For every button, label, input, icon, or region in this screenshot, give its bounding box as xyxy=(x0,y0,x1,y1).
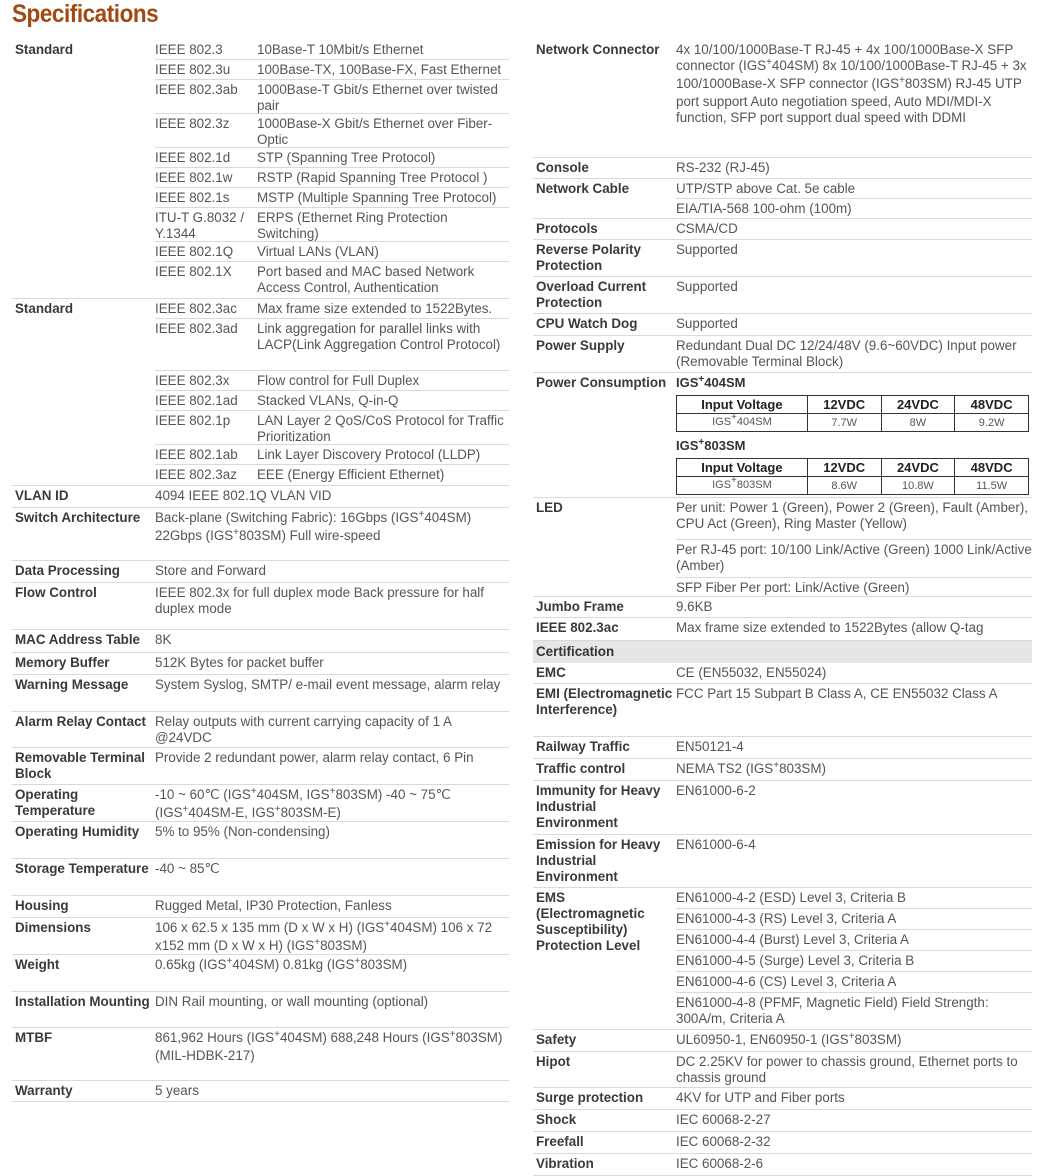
standard-desc: Stacked VLANs, Q-in-Q xyxy=(257,393,399,408)
standard-desc: EEE (Energy Efficient Ethernet) xyxy=(257,467,445,482)
spec-values xyxy=(676,759,1032,780)
spec-values xyxy=(676,1154,1032,1175)
standard-desc: LAN Layer 2 QoS/CoS Protocol for Traffic Prioritization xyxy=(257,413,504,444)
spec-row xyxy=(533,179,1032,219)
spec-values xyxy=(155,748,509,784)
spec-label: Data Processing xyxy=(15,563,120,578)
table-cell: IGS+404SM xyxy=(677,414,808,432)
plus-superscript: + xyxy=(899,75,905,86)
spec-value: CSMA/CD xyxy=(676,221,738,236)
spec-label: IEEE 802.3ac xyxy=(536,620,619,635)
spec-row xyxy=(12,40,509,299)
plus-superscript: + xyxy=(329,786,336,797)
table-header-cell: 12VDC xyxy=(807,396,881,414)
spec-label: Safety xyxy=(536,1032,577,1047)
spec-row xyxy=(12,712,509,748)
spec-row xyxy=(12,822,509,859)
spec-value: IEC 60068-2-27 xyxy=(676,1112,771,1127)
spec-row xyxy=(533,684,1032,737)
spec-row xyxy=(12,561,509,583)
spec-value: FCC Part 15 Subpart B Class A, CE EN55032 Class A xyxy=(676,686,998,701)
table-cell: 10.8W xyxy=(881,477,955,495)
spec-sub-row xyxy=(155,242,509,262)
spec-values xyxy=(155,822,509,858)
spec-value: 0.65kg (IGS+404SM) 0.81kg (IGS+803SM) xyxy=(155,956,408,972)
spec-values xyxy=(676,1132,1032,1153)
spec-value: Supported xyxy=(676,242,738,257)
standard-desc: 10Base-T 10Mbit/s Ethernet xyxy=(257,42,424,57)
spec-value: Store and Forward xyxy=(155,563,266,578)
table-header-cell: Input Voltage xyxy=(677,459,808,477)
spec-value: Redundant Dual DC 12/24/48V (9.6~60VDC) Input power (Removable Terminal Block) xyxy=(676,338,1017,369)
spec-label: Standard xyxy=(15,42,74,57)
spec-row xyxy=(533,1030,1032,1052)
spec-values xyxy=(676,219,1032,239)
standard-code: IEEE 802.3 xyxy=(155,42,223,57)
spec-value: 512K Bytes for packet buffer xyxy=(155,655,324,670)
spec-values xyxy=(155,992,509,1027)
spec-values xyxy=(155,299,509,485)
spec-value-line: EN61000-4-8 (PFMF, Magnetic Field) Field Strength: 300A/m, Criteria A xyxy=(676,995,989,1026)
spec-value-line: Per RJ-45 port: 10/100 Link/Active (Green) 1000 Link/Active (Amber) xyxy=(676,540,1032,578)
spec-row xyxy=(12,675,509,712)
plus-superscript: + xyxy=(848,1031,855,1042)
spec-label: Storage Temperature xyxy=(15,861,149,876)
spec-row xyxy=(12,486,509,508)
spec-row xyxy=(533,240,1032,277)
spec-values xyxy=(155,675,509,711)
spec-values xyxy=(676,1030,1032,1051)
standard-code: IEEE 802.1ad xyxy=(155,393,238,408)
spec-values xyxy=(676,888,1032,1029)
spec-value-line: EN61000-4-2 (ESD) Level 3, Criteria B xyxy=(676,888,1032,909)
spec-values xyxy=(676,336,1032,372)
spec-values xyxy=(676,835,1032,887)
plus-superscript: + xyxy=(418,509,425,520)
power-consumption-table xyxy=(676,395,1029,432)
spec-value-line: SFP Fiber Per port: Link/Active (Green) xyxy=(676,580,910,595)
spec-sub-row xyxy=(155,465,509,485)
spec-label: Hipot xyxy=(536,1054,571,1069)
spec-values xyxy=(676,240,1032,276)
table-cell: 7.7W xyxy=(807,414,881,432)
spec-value: -40 ~ 85℃ xyxy=(155,861,220,876)
spec-row xyxy=(12,653,509,675)
power-model-title: IGS+803SM xyxy=(676,437,746,453)
plus-superscript: + xyxy=(233,527,240,538)
power-consumption-table xyxy=(676,458,1029,495)
spec-row xyxy=(12,918,509,955)
spec-row xyxy=(533,373,1032,498)
spec-label: MAC Address Table xyxy=(15,632,141,647)
spec-value-line: UTP/STP above Cat. 5e cable xyxy=(676,179,1032,199)
standard-code: IEEE 802.3ad xyxy=(155,321,238,336)
spec-value: CE (EN55032, EN55024) xyxy=(676,665,827,680)
spec-label: Surge protection xyxy=(536,1090,644,1105)
spec-value: 5 years xyxy=(155,1083,199,1098)
table-cell: 11.5W xyxy=(955,477,1029,495)
spec-sub-row xyxy=(155,411,509,445)
spec-row xyxy=(533,618,1032,641)
spec-values xyxy=(155,712,509,747)
spec-row xyxy=(533,277,1032,314)
spec-value: 8K xyxy=(155,632,172,647)
spec-label: Standard xyxy=(15,301,74,316)
spec-value: 5% to 95% (Non-condensing) xyxy=(155,824,330,839)
spec-value-line: EN61000-4-4 (Burst) Level 3, Criteria A xyxy=(676,930,1032,951)
spec-value: DC 2.25KV for power to chassis ground, Ethernet ports to chassis ground xyxy=(676,1054,1018,1085)
spec-row xyxy=(533,1088,1032,1110)
standard-desc: Port based and MAC based Network Access Control, Authentication xyxy=(257,264,475,295)
spec-label: Traffic control xyxy=(536,761,626,776)
spec-label: Dimensions xyxy=(15,920,91,935)
spec-row xyxy=(12,748,509,785)
spec-values xyxy=(155,896,509,917)
spec-value-line: EN61000-4-5 (Surge) Level 3, Criteria B xyxy=(676,951,1032,972)
spec-values xyxy=(676,314,1032,335)
spec-value: 861,962 Hours (IGS+404SM) 688,248 Hours (IGS+803SM) (MIL-HDBK-217) xyxy=(155,1029,503,1063)
spec-row xyxy=(533,888,1032,1030)
standard-code: IEEE 802.3az xyxy=(155,467,237,482)
spec-values xyxy=(155,486,509,507)
spec-values xyxy=(676,684,1032,736)
spec-values xyxy=(155,955,509,991)
standard-code: IEEE 802.1Q xyxy=(155,244,234,259)
spec-row xyxy=(533,1154,1032,1176)
standard-code: IEEE 802.3z xyxy=(155,116,230,131)
standard-code: IEEE 802.3x xyxy=(155,373,230,388)
spec-label: Housing xyxy=(15,898,69,913)
spec-label: Immunity for Heavy Industrial Environment xyxy=(536,783,661,830)
spec-label: Warranty xyxy=(15,1083,73,1098)
table-header-cell: 24VDC xyxy=(881,396,955,414)
plus-superscript: + xyxy=(274,804,281,815)
spec-label: Flow Control xyxy=(15,585,97,600)
spec-row xyxy=(12,992,509,1028)
spec-value: EN61000-6-4 xyxy=(676,837,756,852)
plus-superscript: + xyxy=(731,412,737,423)
spec-value: 4094 IEEE 802.1Q VLAN VID xyxy=(155,488,332,503)
spec-value: Provide 2 redundant power, alarm relay contact, 6 Pin xyxy=(155,750,474,765)
spec-row xyxy=(533,781,1032,835)
spec-sub-row xyxy=(155,262,509,298)
spec-values xyxy=(155,653,509,674)
spec-label: EMI (Electromagnetic Interference) xyxy=(536,686,673,717)
spec-label: Power Consumption xyxy=(536,375,667,390)
standard-code: IEEE 802.1s xyxy=(155,190,230,205)
spec-row xyxy=(533,498,1032,597)
spec-label: Switch Architecture xyxy=(15,510,141,525)
spec-values xyxy=(676,373,1032,497)
spec-values xyxy=(155,1028,509,1080)
spec-label: Network Cable xyxy=(536,181,630,196)
spec-sub-row xyxy=(155,148,509,168)
spec-label: Removable Terminal Block xyxy=(15,750,145,781)
spec-sub-row xyxy=(155,371,509,391)
section-header: Certification xyxy=(533,641,1032,663)
spec-sub-row xyxy=(155,299,509,319)
standard-desc: Virtual LANs (VLAN) xyxy=(257,244,379,259)
standard-desc: Link Layer Discovery Protocol (LLDP) xyxy=(257,447,481,462)
spec-value: IEC 60068-2-32 xyxy=(676,1134,771,1149)
standard-desc: 100Base-TX, 100Base-FX, Fast Ethernet xyxy=(257,62,502,77)
standard-desc: ERPS (Ethernet Ring Protection Switching) xyxy=(257,210,448,241)
standard-desc: MSTP (Multiple Spanning Tree Protocol) xyxy=(257,190,497,205)
spec-values xyxy=(676,663,1032,683)
spec-values xyxy=(155,859,509,895)
spec-row xyxy=(533,314,1032,336)
spec-value: Back-plane (Switching Fabric): 16Gbps (IGS+404SM) 22Gbps (IGS+803SM) Full wire-speed xyxy=(155,509,472,543)
spec-value: 9.6KB xyxy=(676,599,713,614)
spec-value: Supported xyxy=(676,316,738,331)
plus-superscript: + xyxy=(449,1029,456,1040)
spec-value: DIN Rail mounting, or wall mounting (optional) xyxy=(155,994,429,1009)
spec-value-line: EIA/TIA-568 100-ohm (100m) xyxy=(676,200,852,216)
spec-label: EMC xyxy=(536,665,566,680)
standard-code: IEEE 802.1d xyxy=(155,150,231,165)
spec-label: Reverse Polarity Protection xyxy=(536,242,641,273)
spec-values xyxy=(676,597,1032,617)
spec-row xyxy=(12,299,509,486)
spec-sub-row xyxy=(155,80,509,114)
spec-sub-row xyxy=(155,445,509,465)
plus-superscript: + xyxy=(698,374,705,385)
table-header-cell: 12VDC xyxy=(807,459,881,477)
spec-row xyxy=(12,896,509,918)
spec-row xyxy=(12,859,509,896)
spec-label: Warning Message xyxy=(15,677,129,692)
spec-values xyxy=(676,277,1032,313)
spec-values xyxy=(155,918,509,954)
spec-row xyxy=(533,663,1032,684)
spec-row xyxy=(12,1028,509,1081)
spec-row xyxy=(12,583,509,630)
spec-values xyxy=(155,785,509,821)
table-header-cell: 48VDC xyxy=(955,459,1029,477)
standard-desc: 1000Base-X Gbit/s Ethernet over Fiber-Optic xyxy=(257,116,493,147)
standard-desc: RSTP (Rapid Spanning Tree Protocol ) xyxy=(257,170,488,185)
spec-label: MTBF xyxy=(15,1030,53,1045)
spec-label: Railway Traffic xyxy=(536,739,630,754)
spec-value: IEEE 802.3x for full duplex mode Back pressure for half duplex mode xyxy=(155,585,484,616)
table-header-cell: Input Voltage xyxy=(677,396,808,414)
spec-sub-row xyxy=(155,319,509,371)
spec-row xyxy=(12,785,509,822)
spec-label: Memory Buffer xyxy=(15,655,110,670)
spec-values xyxy=(676,1110,1032,1131)
spec-values xyxy=(155,561,509,582)
plus-superscript: + xyxy=(250,786,257,797)
spec-label: Weight xyxy=(15,957,60,972)
standard-code: IEEE 802.1X xyxy=(155,264,232,279)
left-spec-column xyxy=(12,40,509,1102)
spec-values xyxy=(676,158,1032,178)
table-header-cell: 48VDC xyxy=(955,396,1029,414)
spec-value: IEC 60068-2-6 xyxy=(676,1156,764,1171)
standard-code: IEEE 802.1p xyxy=(155,413,231,428)
spec-label: Installation Mounting xyxy=(15,994,150,1009)
spec-label: Operating Temperature xyxy=(15,787,96,818)
spec-values xyxy=(155,583,509,629)
table-cell: 9.2W xyxy=(955,414,1029,432)
spec-value: 106 x 62.5 x 135 mm (D x W x H) (IGS+404SM) 106 x 72 x152 mm (D x W x H) (IGS+803SM) xyxy=(155,919,493,953)
standard-desc: 1000Base-T Gbit/s Ethernet over twisted pair xyxy=(257,82,498,113)
spec-value: 4x 10/100/1000Base-T RJ-45 + 4x 100/1000Base-X SFP connector (IGS+404SM) 8x 10/100/1000Base-T RJ-45 + 3x 100/1000Base-X SFP connector (IGS+803SM) RJ-45 UTP port support Auto negotiation speed, Auto MDI/MDI-X function, SFP port support dual speed with DDMI xyxy=(676,42,1027,125)
spec-sub-row xyxy=(155,188,509,208)
spec-row xyxy=(533,1110,1032,1132)
spec-sub-row xyxy=(155,114,509,148)
page-title: Specifications xyxy=(12,0,159,28)
table-cell: 8W xyxy=(881,414,955,432)
standard-code: ITU-T G.8032 / Y.1344 xyxy=(155,210,245,241)
spec-label: Emission for Heavy Industrial Environment xyxy=(536,837,661,884)
spec-sub-row xyxy=(155,391,509,411)
spec-value: Relay outputs with current carrying capacity of 1 A @24VDC xyxy=(155,714,452,745)
spec-row xyxy=(533,336,1032,373)
table-cell: IGS+803SM xyxy=(677,477,808,495)
spec-value-line: EN61000-4-3 (RS) Level 3, Criteria A xyxy=(676,909,1032,930)
spec-row xyxy=(533,158,1032,179)
spec-label: Shock xyxy=(536,1112,577,1127)
spec-values xyxy=(155,630,509,652)
spec-label: LED xyxy=(536,500,563,515)
plus-superscript: + xyxy=(731,475,737,486)
table-header-cell: 24VDC xyxy=(881,459,955,477)
spec-sub-row xyxy=(155,40,509,60)
spec-label: Vibration xyxy=(536,1156,594,1171)
spec-value: EN61000-6-2 xyxy=(676,783,756,798)
spec-values xyxy=(155,40,509,298)
spec-row xyxy=(533,219,1032,240)
plus-superscript: + xyxy=(226,956,233,967)
spec-value: UL60950-1, EN60950-1 (IGS+803SM) xyxy=(676,1031,902,1047)
spec-values xyxy=(155,508,509,560)
standard-code: IEEE 802.1w xyxy=(155,170,233,185)
spec-values xyxy=(676,1052,1032,1087)
spec-row xyxy=(12,1081,509,1102)
spec-label: VLAN ID xyxy=(15,488,69,503)
spec-row xyxy=(533,597,1032,618)
spec-row xyxy=(533,759,1032,781)
standard-code: IEEE 802.3ab xyxy=(155,82,238,97)
plus-superscript: + xyxy=(698,437,705,448)
spec-label: Freefall xyxy=(536,1134,584,1149)
spec-value-line: Per unit: Power 1 (Green), Power 2 (Green), Fault (Amber), CPU Act (Green), Ring Master (Yellow) xyxy=(676,498,1032,540)
plus-superscript: + xyxy=(314,937,321,948)
power-model-title: IGS+404SM xyxy=(676,374,746,390)
spec-values xyxy=(676,40,1032,157)
spec-row xyxy=(12,955,509,992)
spec-label: EMS (Electromagnetic Susceptibility) Protection Level xyxy=(536,890,645,953)
right-spec-column xyxy=(533,40,1032,1176)
spec-label: Alarm Relay Contact xyxy=(15,714,146,729)
spec-row xyxy=(533,1052,1032,1088)
table-cell: 8.6W xyxy=(807,477,881,495)
spec-value: 4KV for UTP and Fiber ports xyxy=(676,1090,845,1105)
spec-label: Protocols xyxy=(536,221,598,236)
spec-values xyxy=(155,1081,509,1101)
standard-code: IEEE 802.3u xyxy=(155,62,231,77)
spec-row xyxy=(12,508,509,561)
spec-sub-row xyxy=(155,208,509,242)
spec-sub-row xyxy=(155,60,509,80)
plus-superscript: + xyxy=(766,57,772,68)
spec-values xyxy=(676,179,1032,218)
standard-desc: Max frame size extended to 1522Bytes. xyxy=(257,301,493,316)
spec-values xyxy=(676,618,1032,640)
spec-row xyxy=(12,630,509,653)
standard-desc: Link aggregation for parallel links with LACP(Link Aggregation Control Protocol) xyxy=(257,321,501,352)
standard-desc: Flow control for Full Duplex xyxy=(257,373,420,388)
spec-value: Supported xyxy=(676,279,738,294)
spec-row xyxy=(533,1132,1032,1154)
spec-value: NEMA TS2 (IGS+803SM) xyxy=(676,760,826,776)
standard-code: IEEE 802.1ab xyxy=(155,447,238,462)
plus-superscript: + xyxy=(354,956,361,967)
standard-code: IEEE 802.3ac xyxy=(155,301,237,316)
spec-label: Overload Current Protection xyxy=(536,279,647,310)
spec-label: CPU Watch Dog xyxy=(536,316,638,331)
spec-values xyxy=(676,498,1032,596)
spec-row xyxy=(533,835,1032,888)
plus-superscript: + xyxy=(384,919,391,930)
spec-value: Max frame size extended to 1522Bytes (allow Q-tag xyxy=(676,620,984,635)
spec-value: -10 ~ 60℃ (IGS+404SM, IGS+803SM) -40 ~ 75℃ (IGS+404SM-E, IGS+803SM-E) xyxy=(155,786,451,820)
spec-value: Rugged Metal, IP30 Protection, Fanless xyxy=(155,898,392,913)
spec-value: RS-232 (RJ-45) xyxy=(676,160,770,175)
spec-value-line: EN61000-4-6 (CS) Level 3, Criteria A xyxy=(676,972,1032,993)
spec-values xyxy=(676,1088,1032,1109)
plus-superscript: + xyxy=(773,760,780,771)
spec-row xyxy=(533,737,1032,759)
plus-superscript: + xyxy=(274,1029,280,1040)
spec-value: System Syslog, SMTP/ e-mail event message, alarm relay xyxy=(155,677,501,692)
plus-superscript: + xyxy=(182,804,189,815)
spec-label: Network Connector xyxy=(536,42,660,57)
spec-values xyxy=(676,781,1032,834)
spec-value: EN50121-4 xyxy=(676,739,744,754)
spec-values xyxy=(676,737,1032,758)
spec-label: Power Supply xyxy=(536,338,625,353)
standard-desc: STP (Spanning Tree Protocol) xyxy=(257,150,436,165)
spec-row xyxy=(533,40,1032,158)
spec-label: Jumbo Frame xyxy=(536,599,624,614)
spec-label: Operating Humidity xyxy=(15,824,140,839)
spec-sub-row xyxy=(155,168,509,188)
spec-label: Console xyxy=(536,160,589,175)
